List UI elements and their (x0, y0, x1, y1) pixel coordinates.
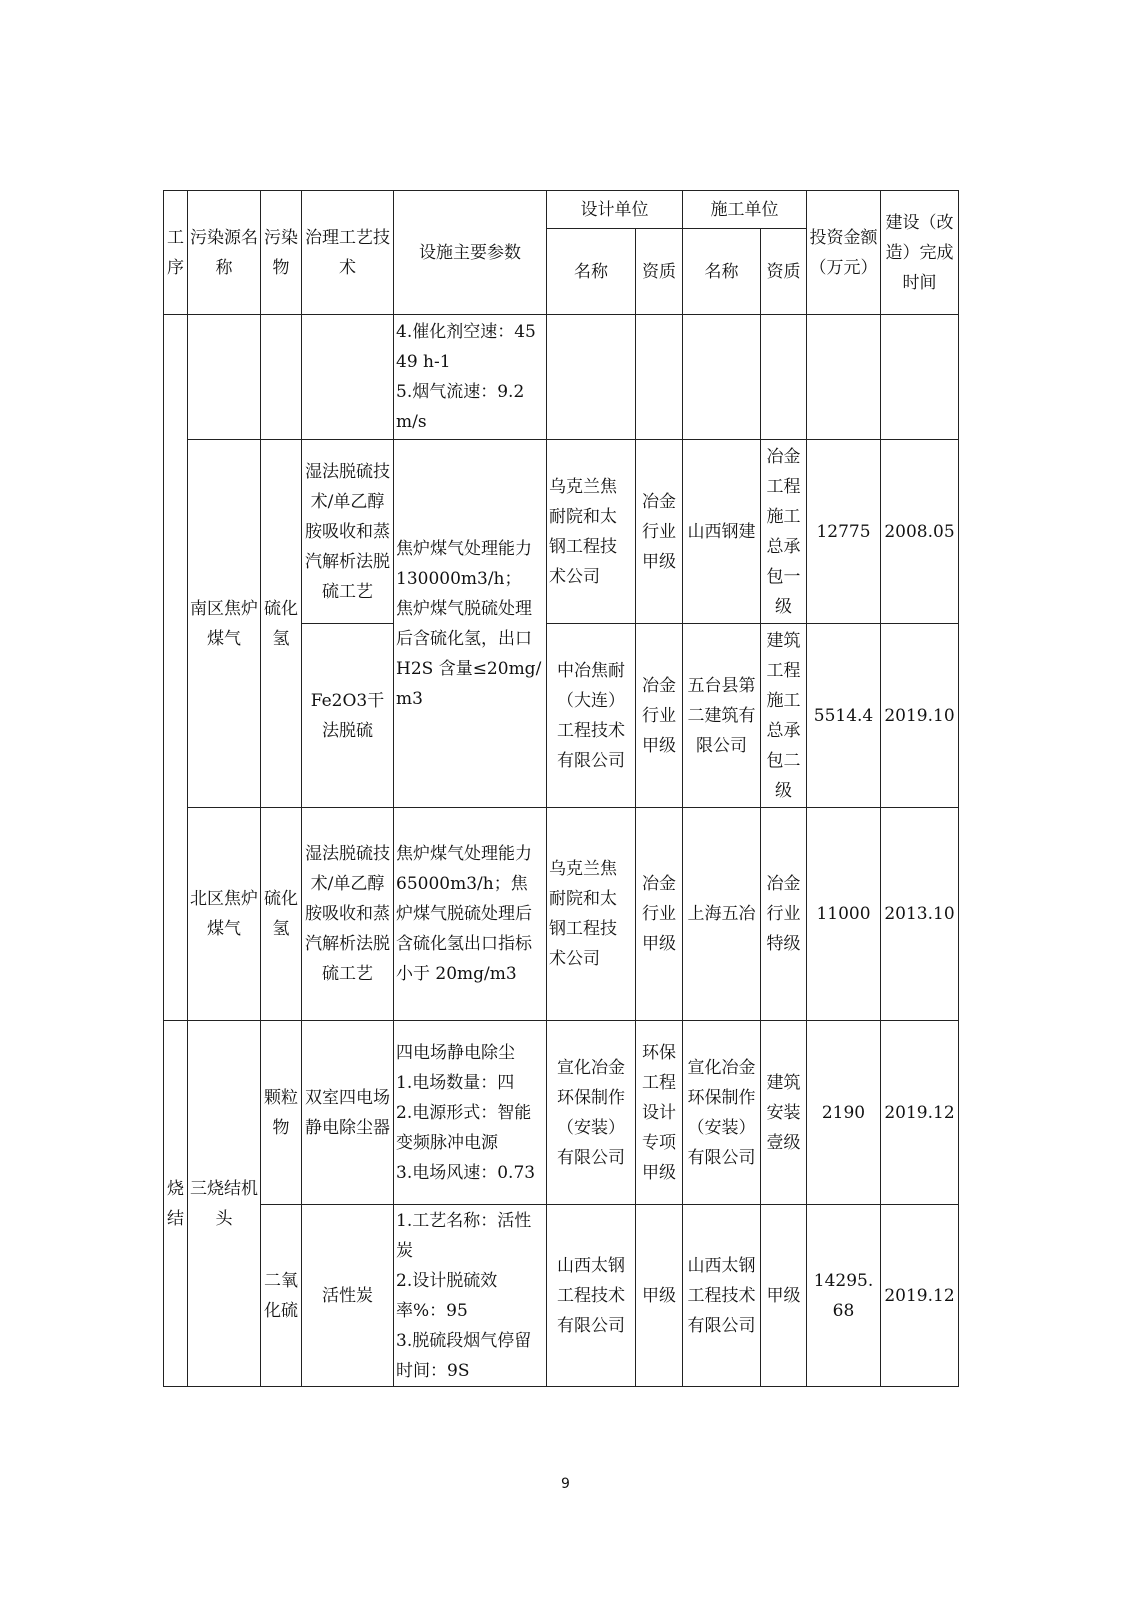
source-cell: 北区焦炉煤气 (188, 808, 261, 1021)
tech-cell: 湿法脱硫技术/单乙醇胺吸收和蒸汽解析法脱硫工艺 (302, 808, 394, 1021)
header-build-qualification: 资质 (761, 229, 807, 315)
page-number: 9 (561, 1476, 570, 1492)
investment-cell (807, 315, 881, 440)
completion-cell: 2008.05 (881, 440, 959, 624)
source-cell: 三烧结机头 (188, 1021, 261, 1387)
design-name-cell: 乌克兰焦耐院和太钢工程技术公司 (547, 808, 636, 1021)
completion-cell: 2019.12 (881, 1021, 959, 1205)
design-qual-cell: 冶金行业甲级 (636, 624, 683, 808)
design-name-cell: 乌克兰焦耐院和太钢工程技术公司 (547, 440, 636, 624)
design-name-cell: 中冶焦耐（大连）工程技术有限公司 (547, 624, 636, 808)
tech-cell: 湿法脱硫技术/单乙醇胺吸收和蒸汽解析法脱硫工艺 (302, 440, 394, 624)
completion-cell: 2019.12 (881, 1205, 959, 1387)
facility-table (163, 190, 959, 1387)
build-name-cell: 山西钢建 (683, 440, 761, 624)
process-cell-coking (164, 315, 188, 1021)
design-qual-cell: 冶金行业甲级 (636, 808, 683, 1021)
header-parameters: 设施主要参数 (394, 191, 547, 315)
process-cell-sintering: 烧结 (164, 1021, 188, 1387)
completion-cell: 2013.10 (881, 808, 959, 1021)
investment-cell: 5514.4 (807, 624, 881, 808)
completion-cell: 2019.10 (881, 624, 959, 808)
header-design-unit: 设计单位 (547, 191, 683, 229)
header-build-name: 名称 (683, 229, 761, 315)
pollutant-cell (261, 315, 302, 440)
build-name-cell (683, 315, 761, 440)
investment-cell: 2190 (807, 1021, 881, 1205)
design-qual-cell: 冶金行业甲级 (636, 440, 683, 624)
header-pollutant: 污染物 (261, 191, 302, 315)
build-name-cell: 上海五冶 (683, 808, 761, 1021)
params-text: 焦炉煤气处理能力 130000m3/h； (396, 538, 532, 589)
build-qual-cell (761, 315, 807, 440)
build-name-cell: 山西太钢工程技术有限公司 (683, 1205, 761, 1387)
header-investment: 投资金额（万元） (807, 191, 881, 315)
pollutant-cell: 颗粒物 (261, 1021, 302, 1205)
completion-cell (881, 315, 959, 440)
header-construction-unit: 施工单位 (683, 191, 807, 229)
build-qual-cell: 冶金行业特级 (761, 808, 807, 1021)
params-cell: 四电场静电除尘 1.电场数量：四 2.电源形式：智能变频脉冲电源 3.电场风速：0.73 (394, 1021, 547, 1205)
build-qual-cell: 甲级 (761, 1205, 807, 1387)
design-name-cell: 山西太钢工程技术有限公司 (547, 1205, 636, 1387)
build-qual-cell: 建筑安装壹级 (761, 1021, 807, 1205)
build-name-cell: 五台县第二建筑有限公司 (683, 624, 761, 808)
header-source-name: 污染源名称 (188, 191, 261, 315)
design-qual-cell: 甲级 (636, 1205, 683, 1387)
investment-cell: 11000 (807, 808, 881, 1021)
header-design-qualification: 资质 (636, 229, 683, 315)
params-cell (394, 440, 547, 808)
pollutant-cell: 二氧化硫 (261, 1205, 302, 1387)
header-completion: 建设（改造）完成时间 (881, 191, 959, 315)
investment-cell: 12775 (807, 440, 881, 624)
params-text: 焦炉煤气脱硫处理后含硫化氢，出口 H2S 含量≤20mg/m3 (396, 598, 542, 709)
params-cell: 1.工艺名称：活性炭 2.设计脱硫效率%：95 3.脱硫段烟气停留时间：9S (394, 1205, 547, 1387)
build-name-cell: 宣化冶金环保制作（安装）有限公司 (683, 1021, 761, 1205)
tech-cell: 活性炭 (302, 1205, 394, 1387)
tech-cell (302, 315, 394, 440)
design-qual-cell: 环保工程设计专项甲级 (636, 1021, 683, 1205)
source-cell: 南区焦炉煤气 (188, 440, 261, 808)
build-qual-cell: 建筑工程施工总承包二级 (761, 624, 807, 808)
header-process: 工序 (164, 191, 188, 315)
build-qual-cell: 冶金工程施工总承包一级 (761, 440, 807, 624)
design-qual-cell (636, 315, 683, 440)
pollutant-cell: 硫化氢 (261, 808, 302, 1021)
design-name-cell (547, 315, 636, 440)
investment-cell: 14295.68 (807, 1205, 881, 1387)
params-cell: 焦炉煤气处理能力 65000m3/h；焦炉煤气脱硫处理后含硫化氢出口指标小于 20mg/m3 (394, 808, 547, 1021)
pollutant-cell: 硫化氢 (261, 440, 302, 808)
params-cell: 4.催化剂空速：4549 h-1 5.烟气流速：9.2m/s (394, 315, 547, 440)
tech-cell: Fe2O3干法脱硫 (302, 624, 394, 808)
header-design-name: 名称 (547, 229, 636, 315)
tech-cell: 双室四电场静电除尘器 (302, 1021, 394, 1205)
source-cell (188, 315, 261, 440)
header-technology: 治理工艺技术 (302, 191, 394, 315)
design-name-cell: 宣化冶金环保制作（安装）有限公司 (547, 1021, 636, 1205)
